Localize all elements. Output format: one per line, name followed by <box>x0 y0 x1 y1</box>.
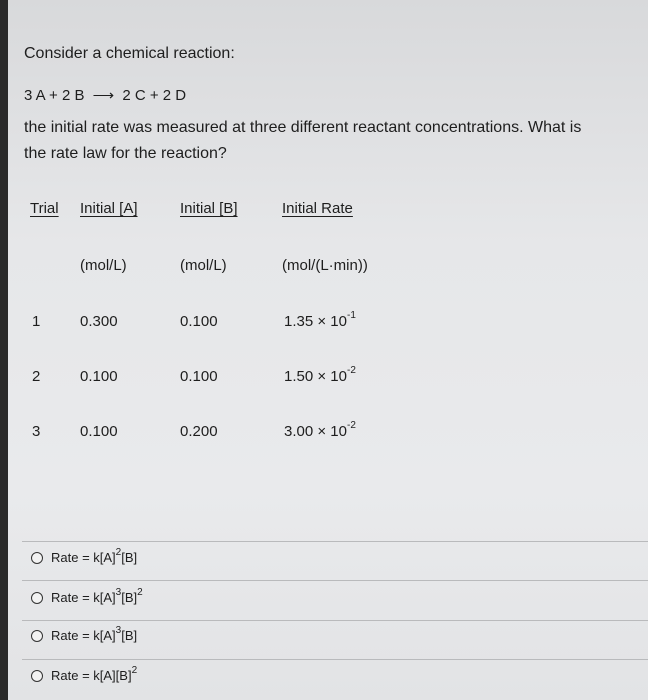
option-4-radio[interactable] <box>31 670 43 682</box>
option-divider <box>22 580 648 581</box>
unit-a: (mol/L) <box>80 257 127 274</box>
question-card <box>8 0 648 700</box>
reaction-lhs: 3 A + 2 B <box>24 87 85 104</box>
row3-a: 0.100 <box>80 423 118 440</box>
option-divider <box>22 620 648 621</box>
row3-b: 0.200 <box>180 423 218 440</box>
question-body-line1: the initial rate was measured at three different reactant concentrations. What is <box>24 119 582 136</box>
reaction-rhs: 2 C + 2 D <box>122 87 187 104</box>
header-initial-b: Initial [B] <box>180 200 238 217</box>
row2-rate <box>284 365 356 385</box>
row3-trial: 3 <box>32 423 41 440</box>
row1-a: 0.300 <box>80 313 118 330</box>
row2-rate-base: 1.50 × 10 <box>284 368 347 385</box>
row1-rate <box>284 310 356 330</box>
row1-trial: 1 <box>32 313 41 330</box>
row1-rate-base: 1.35 × 10 <box>284 313 347 330</box>
photo-edge <box>0 0 8 700</box>
row2-trial: 2 <box>32 368 41 385</box>
unit-rate: (mol/(L·min)) <box>282 257 368 274</box>
option-1-radio[interactable] <box>31 552 43 564</box>
option-3-label[interactable]: Rate = $k[A]^3[B]$ <box>51 624 138 643</box>
reaction-arrow: ⟶ <box>92 87 115 104</box>
row1-b: 0.100 <box>180 313 218 330</box>
reaction-equation <box>24 86 186 104</box>
option-1-label[interactable]: Rate = $k[A]^2[B]$ <box>51 546 138 565</box>
row2-rate-exp: -2 <box>346 365 356 376</box>
option-3-radio[interactable] <box>31 630 43 642</box>
option-2-label[interactable]: Rate = $k[A]^3[B]^2$ <box>51 586 143 605</box>
option-4-label[interactable]: Rate = $k[A][B]^2$ <box>51 664 138 683</box>
row1-rate-exp: -1 <box>346 310 356 321</box>
row2-b: 0.100 <box>180 368 218 385</box>
row3-rate-exp: -2 <box>346 420 356 431</box>
unit-b: (mol/L) <box>180 257 227 274</box>
header-initial-a: Initial [A] <box>80 200 138 217</box>
option-divider <box>22 541 648 542</box>
header-initial-rate: Initial Rate <box>282 200 353 217</box>
question-body-line2: the rate law for the reaction? <box>24 145 227 162</box>
row2-a: 0.100 <box>80 368 118 385</box>
option-divider <box>22 659 648 660</box>
row3-rate-base: 3.00 × 10 <box>284 423 347 440</box>
row3-rate <box>284 420 356 440</box>
question-prompt: Consider a chemical reaction: <box>24 45 235 62</box>
header-trial: Trial <box>30 200 59 217</box>
option-2-radio[interactable] <box>31 592 43 604</box>
